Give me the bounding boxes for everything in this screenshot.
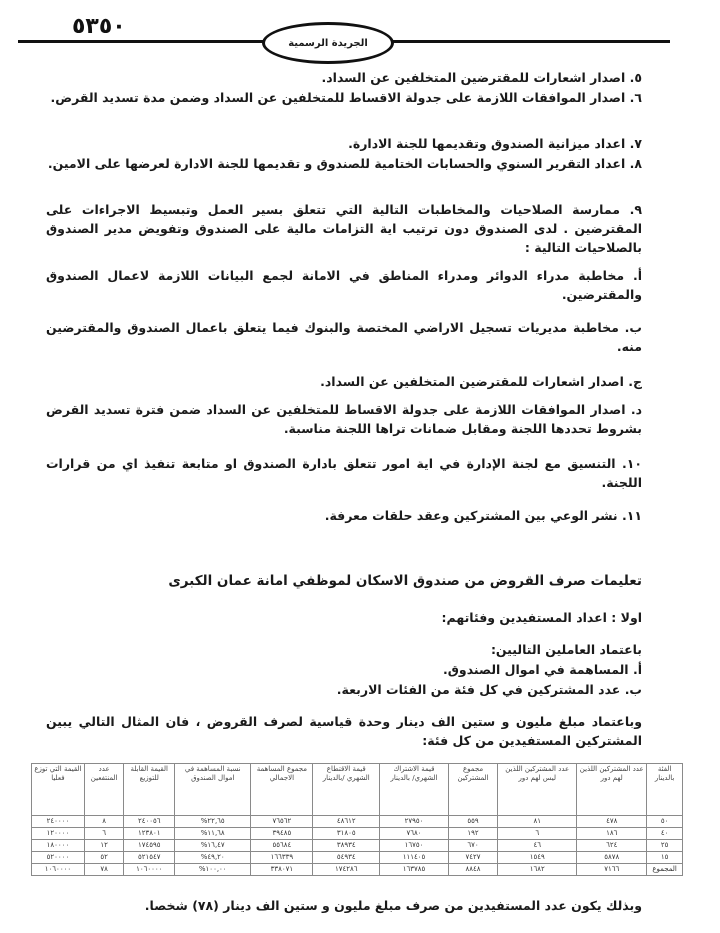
sub-item-b	[46, 318, 642, 356]
item-number: ٦.	[629, 90, 642, 105]
table-cell: ٥٥٩	[448, 816, 497, 828]
table-cell: ١٧٤٥٩٥	[124, 840, 175, 852]
table-cell: ٨١	[498, 816, 577, 828]
table-cell: ٥٢١٥٤٧	[124, 852, 175, 864]
column-header: الفئة بالدينار	[647, 764, 683, 816]
factors-intro: باعتماد العاملين التاليين:	[490, 642, 642, 657]
table-cell: ٥٤٩٣٤	[313, 852, 380, 864]
table-cell: ٤٩,٢٠%	[175, 852, 251, 864]
first-heading: اولا : اعداد المستفيدين وفئاتهم:	[441, 610, 642, 625]
item-text: نشر الوعي بين المشتركين وعقد حلقات معرفة.	[324, 508, 618, 523]
table-cell: ١٧٤٢٨٦	[313, 864, 380, 876]
column-header: عدد المنتفعين	[84, 764, 124, 816]
sub-item-letter: أ.	[632, 268, 642, 283]
table-cell: ١١,٦٨%	[175, 828, 251, 840]
table-cell: ٢٤٠٠٥٦	[124, 816, 175, 828]
item-number: ٩.	[629, 202, 642, 217]
table-header-row	[32, 764, 683, 816]
table-cell: ١٦٣٧٨٥	[380, 864, 449, 876]
table-cell: ١١١٤٠٥	[380, 852, 449, 864]
factor-letter: ب.	[624, 682, 642, 697]
factor-letter: أ.	[632, 662, 642, 677]
table-cell: ٦٧٠	[448, 840, 497, 852]
list-item-10	[46, 454, 642, 492]
sub-item-text: مخاطبة مديريات تسجيل الاراضي المختصة والبنوك فيما يتعلق باعمال الصندوق والمقترضين منه.	[46, 320, 642, 354]
table-cell: ١٦٨٢	[498, 864, 577, 876]
beneficiaries-table	[31, 763, 683, 876]
list-item-6	[46, 88, 642, 107]
table-row	[32, 852, 683, 864]
list-item-8	[46, 154, 642, 173]
table-cell: ٢٤٠٠٠٠	[32, 816, 85, 828]
item-text: اصدار اشعارات للمقترضين المتخلفين عن السداد.	[321, 70, 626, 85]
table-cell: ٤٧٨	[577, 816, 647, 828]
table-cell: ١٨٠٠٠٠	[32, 840, 85, 852]
column-header: قيمة الاقتطاع الشهري /بالدينار	[313, 764, 380, 816]
column-header: عدد المشتركين اللذين ليس لهم دور	[498, 764, 577, 816]
table-cell: ١٠٦٠٠٠٠	[32, 864, 85, 876]
factor-text: المساهمة في اموال الصندوق.	[443, 662, 629, 677]
column-header: مجموع المشتركين	[448, 764, 497, 816]
item-number: ١١.	[621, 508, 642, 523]
table-cell: ٦	[498, 828, 577, 840]
table-cell: ٨٨٤٨	[448, 864, 497, 876]
table-cell: ٢٥	[647, 840, 683, 852]
table-cell: ٤٠	[647, 828, 683, 840]
table-cell: ١٨٦	[577, 828, 647, 840]
sub-item-d	[46, 400, 642, 438]
column-header: القيمة التي توزع فعليا	[32, 764, 85, 816]
table-cell: ٣٩٤٨٥	[251, 828, 313, 840]
column-header: نسبة المساهمة في اموال الصندوق	[175, 764, 251, 816]
table-body	[32, 816, 683, 876]
factor-a	[82, 660, 642, 679]
item-number: ٥.	[629, 70, 642, 85]
publication-title: الجريدة الرسمية	[288, 37, 368, 49]
table-row	[32, 816, 683, 828]
example-intro: وباعتماد مبلغ مليون و ستين الف دينار وحدة قياسية لصرف القروض ، فان المثال التالي يبين المشتركين المستفيدين من كل فئة:	[46, 714, 642, 748]
table-cell: ١٢	[84, 840, 124, 852]
list-item-9	[46, 200, 642, 257]
table-cell: ١٥	[647, 852, 683, 864]
table-cell: ٥٠	[647, 816, 683, 828]
table-cell: ٥٥٦٨٤	[251, 840, 313, 852]
sub-item-text: اصدار اشعارات للمقترضين المتخلفين عن السداد.	[320, 374, 624, 389]
factor-b	[82, 680, 642, 699]
table-cell: ٥٢٠٠٠٠	[32, 852, 85, 864]
table-cell: ١٦٧٥٠	[380, 840, 449, 852]
column-header: عدد المشتركين اللذين لهم دور	[577, 764, 647, 816]
table-cell: المجموع	[647, 864, 683, 876]
column-header: مجموع المساهمة الاجمالي	[251, 764, 313, 816]
table-cell: ٨	[84, 816, 124, 828]
table-cell: ٧٦٨٠	[380, 828, 449, 840]
sub-item-a	[46, 266, 642, 304]
column-header: قيمة الاشتراك الشهري/ بالدينار	[380, 764, 449, 816]
item-text: اعداد التقرير السنوي والحسابات الختامية للصندوق و تقديمها للجنة الادارة لعرضها على الامين.	[47, 156, 626, 171]
table-cell: ٤٦	[498, 840, 577, 852]
factor-text: عدد المشتركين في كل فئة من الفئات الاربعة.	[336, 682, 621, 697]
sub-item-letter: ب.	[624, 320, 642, 335]
table-cell: ٧٦٥٦٢	[251, 816, 313, 828]
sub-item-letter: ج.	[628, 374, 642, 389]
conclusion-text: وبذلك يكون عدد المستفيدين من صرف مبلغ مليون و ستين الف دينار (٧٨) شخصا.	[144, 898, 642, 913]
table-cell: ٥٢	[84, 852, 124, 864]
list-item-5	[102, 68, 642, 87]
item-number: ١٠.	[621, 456, 642, 471]
table-row	[32, 828, 683, 840]
item-number: ٨.	[629, 156, 642, 171]
table-cell: ١٩٢	[448, 828, 497, 840]
table-cell: ١٠٠,٠٠%	[175, 864, 251, 876]
table-cell: ٤٨٦١٢	[313, 816, 380, 828]
section-title: تعليمات صرف القروض من صندوق الاسكان لموظفي امانة عمان الكبرى	[168, 573, 642, 589]
table-cell: ٦	[84, 828, 124, 840]
column-header: القيمة القابلة للتوزيع	[124, 764, 175, 816]
table-cell: ٣١٨٠٥	[313, 828, 380, 840]
item-text: التنسيق مع لجنة الإدارة في اية امور تتعلق بادارة الصندوق او متابعة تنفيذ اي من قرارات اللجنة.	[46, 456, 642, 490]
table-cell: ٢٢,٦٥%	[175, 816, 251, 828]
table-cell: ٣٨٩٣٤	[313, 840, 380, 852]
list-item-7	[102, 134, 642, 153]
table-row	[32, 840, 683, 852]
table-cell: ٢٧٩٥٠	[380, 816, 449, 828]
item-text: ممارسة الصلاحيات والمخاطبات التالية التي تتعلق بسير العمل وتبسيط الاجراءات على المقترضين . لدى الصندوق دون ترتيب اية التزامات مالية على الصندوق وتفويض مدير الصندوق بالصلاحيات التالية :	[46, 202, 642, 255]
table-cell: ٥٨٧٨	[577, 852, 647, 864]
table-total-row	[32, 864, 683, 876]
item-number: ٧.	[629, 136, 642, 151]
table-cell: ١٢٠٠٠٠	[32, 828, 85, 840]
table-cell: ١٠٦٠٠٠٠	[124, 864, 175, 876]
table-cell: ١٦,٤٧%	[175, 840, 251, 852]
table-cell: ٧١٦٦	[577, 864, 647, 876]
table-cell: ٧٤٢٧	[448, 852, 497, 864]
list-item-11	[102, 506, 642, 525]
item-text: اعداد ميزانية الصندوق وتقديمها للجنة الادارة.	[348, 136, 626, 151]
table-cell: ١٢٣٨٠١	[124, 828, 175, 840]
page-number: ٥٣٥٠	[72, 14, 126, 39]
sub-item-text: مخاطبة مدراء الدوائر ومدراء المناطق في الامانة لجمع البيانات اللازمة لاعمال الصندوق والمقترضين.	[46, 268, 642, 302]
sub-item-text: اصدار الموافقات اللازمة على جدولة الاقساط للمتخلفين عن السداد ضمن فترة تسديد القرض بشروط تحددها اللجنة ومقابل ضمانات تراها اللجنة مناسبة.	[46, 402, 642, 436]
table-cell: ١٥٤٩	[498, 852, 577, 864]
table-cell: ٦٢٤	[577, 840, 647, 852]
table-cell: ٣٣٨٠٧١	[251, 864, 313, 876]
table-cell: ١٦٦٣٣٩	[251, 852, 313, 864]
item-text: اصدار الموافقات اللازمة على جدولة الاقساط للمتخلفين عن السداد وضمن مدة تسديد القرض.	[50, 90, 626, 105]
sub-item-letter: د.	[630, 402, 642, 417]
sub-item-c	[46, 372, 642, 391]
table-cell: ٧٨	[84, 864, 124, 876]
